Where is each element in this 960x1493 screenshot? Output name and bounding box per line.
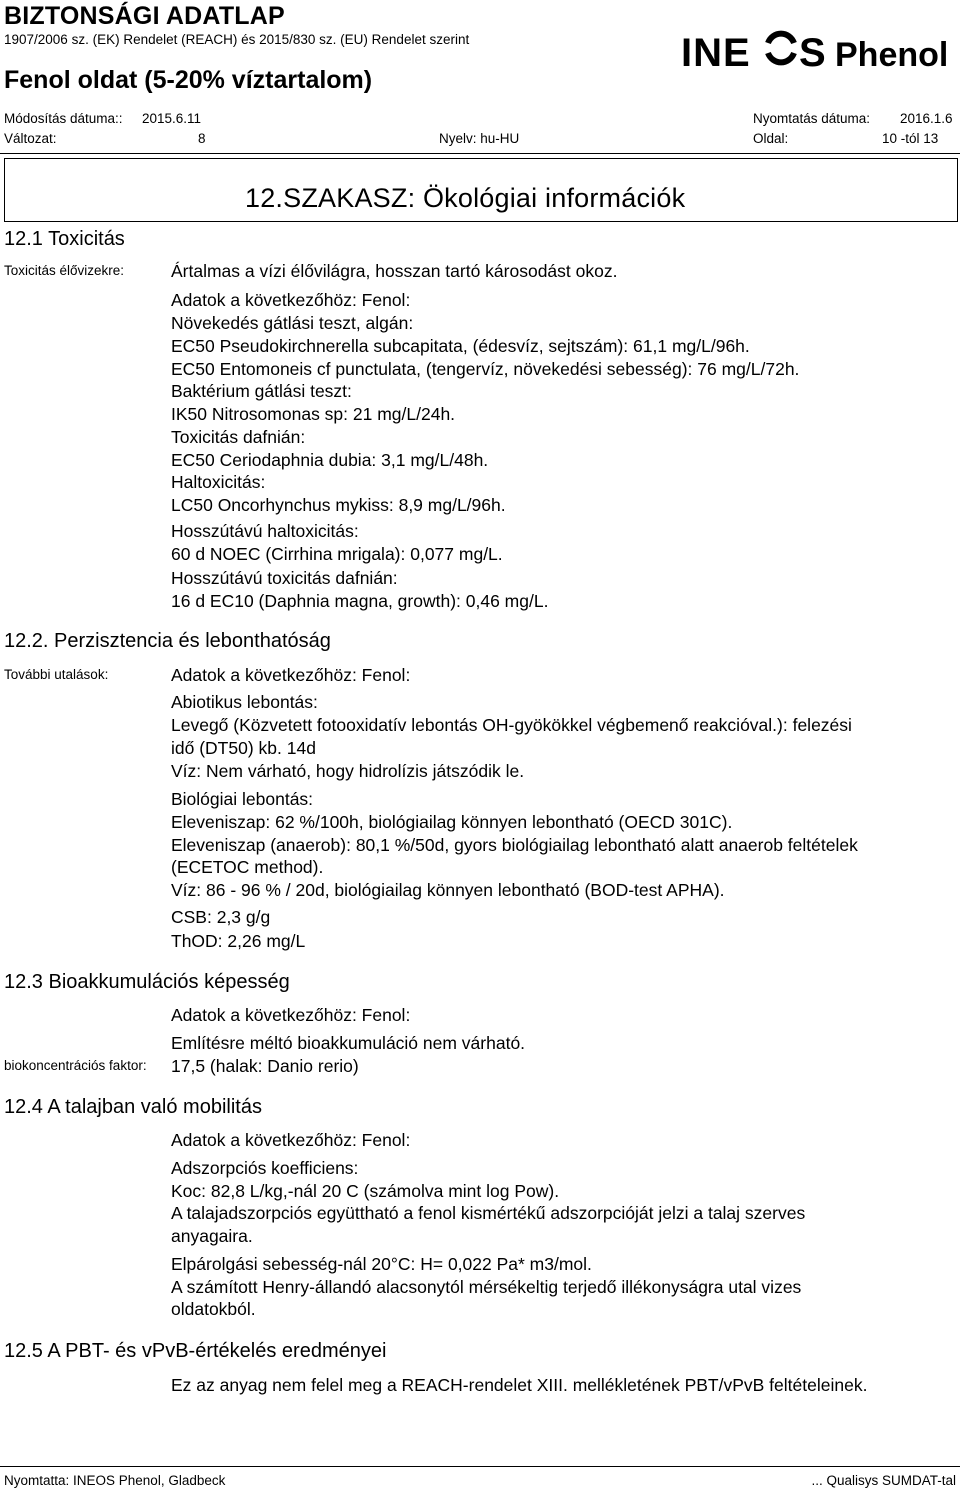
text-line: Levegő (Közvetett fotooxidatív lebontás OH-gyökökkel végbemenő reakcióval.): felezési — [171, 715, 852, 735]
text-line: Víz: Nem várható, hogy hidrolízis játszódik le. — [171, 761, 525, 781]
text-line: anyagaira. — [171, 1226, 253, 1246]
text-line: ThOD: 2,26 mg/L — [171, 931, 306, 951]
further-info-label: További utalások: — [4, 667, 109, 682]
modified-label: Módosítás dátuma:: — [4, 111, 123, 126]
aquatic-toxicity-label: Toxicitás élővizekre: — [4, 263, 125, 278]
svg-text:INE: INE — [681, 31, 751, 74]
text-line: Hosszútávú toxicitás dafnián: — [171, 568, 398, 588]
bcf-label: biokoncentrációs faktor: — [4, 1058, 147, 1073]
footer-divider — [0, 1466, 960, 1467]
text-line: oldatokból. — [171, 1299, 256, 1319]
ineos-phenol-logo — [681, 26, 956, 74]
text-line: Adatok a következőhöz: Fenol: — [171, 290, 411, 310]
page-value: 10 -tól 13 — [882, 131, 939, 146]
document-title: BIZTONSÁGI ADATLAP — [4, 2, 285, 30]
text-line: 16 d EC10 (Daphnia magna, growth): 0,46 mg/L. — [171, 591, 549, 611]
text-line: Eleveniszap (anaerob): 80,1 %/50d, gyors biológiailag lebontható alatt anaerob feltételek — [171, 835, 858, 855]
text-line: Adszorpciós koefficiens: — [171, 1158, 359, 1178]
text-line: (ECETOC method). — [171, 857, 324, 877]
text-line: Abiotikus lebontás: — [171, 692, 318, 712]
text-line: EC50 Pseudokirchnerella subcapitata, (édesvíz, sejtszám): 61,1 mg/L/96h. — [171, 336, 750, 356]
subsection-12-4-title: 12.4 A talajban való mobilitás — [4, 1096, 262, 1118]
text-line: idő (DT50) kb. 14d — [171, 738, 316, 758]
page-label: Oldal: — [753, 131, 789, 146]
text-line: Növekedés gátlási teszt, algán: — [171, 313, 414, 333]
version-label: Változat: — [4, 131, 57, 146]
version-value: 8 — [198, 131, 206, 146]
text-line: Eleveniszap: 62 %/100h, biológiailag könnyen lebontható (OECD 301C). — [171, 812, 733, 832]
text-line: EC50 Ceriodaphnia dubia: 3,1 mg/L/48h. — [171, 450, 489, 470]
text-line: CSB: 2,3 g/g — [171, 907, 271, 927]
language-text: Nyelv: hu-HU — [439, 131, 520, 146]
product-name: Fenol oldat (5-20% víztartalom) — [4, 66, 373, 94]
text-line: Adatok a következőhöz: Fenol: — [171, 665, 411, 685]
svg-text:S: S — [799, 31, 826, 74]
text-line: Említésre méltó bioakkumuláció nem várható. — [171, 1033, 526, 1053]
printed-value: 2016.1.6 — [900, 111, 953, 126]
text-line: Baktérium gátlási teszt: — [171, 381, 352, 401]
subsection-12-2-title: 12.2. Perzisztencia és lebonthatóság — [4, 630, 331, 652]
text-line: Biológiai lebontás: — [171, 789, 314, 809]
printed-label: Nyomtatás dátuma: — [753, 111, 871, 126]
text-line: Toxicitás dafnián: — [171, 427, 306, 447]
text-line: Adatok a következőhöz: Fenol: — [171, 1130, 411, 1150]
text-line: Koc: 82,8 L/kg,-nál 20 C (számolva mint log Pow). — [171, 1181, 560, 1201]
bcf-value: 17,5 (halak: Danio rerio) — [171, 1056, 359, 1076]
section-title: 12.SZAKASZ: Ökológiai információk — [245, 183, 686, 213]
text-line: Hosszútávú haltoxicitás: — [171, 521, 359, 541]
text-line: Ártalmas a vízi élővilágra, hosszan tartó károsodást okoz. — [171, 261, 618, 281]
text-line: Adatok a következőhöz: Fenol: — [171, 1005, 411, 1025]
text-line: EC50 Entomoneis cf punctulata, (tengervíz, növekedési sebesség): 76 mg/L/72h. — [171, 359, 800, 379]
footer-generator: ... Qualisys SUMDAT-tal — [811, 1473, 956, 1488]
text-line: IK50 Nitrosomonas sp: 21 mg/L/24h. — [171, 404, 456, 424]
text-line: LC50 Oncorhynchus mykiss: 8,9 mg/L/96h. — [171, 495, 506, 515]
text-line: 60 d NOEC (Cirrhina mrigala): 0,077 mg/L. — [171, 544, 503, 564]
modified-value: 2015.6.11 — [142, 111, 202, 126]
text-line: A számított Henry-állandó alacsonytól mérsékeltig terjedő illékonyságra utal vizes — [171, 1277, 802, 1297]
svg-text:Phenol: Phenol — [835, 36, 949, 74]
text-line: Haltoxicitás: — [171, 472, 266, 492]
subsection-12-3-title: 12.3 Bioakkumulációs képesség — [4, 971, 290, 993]
footer-printed-by: Nyomtatta: INEOS Phenol, Gladbeck — [4, 1473, 226, 1488]
text-line: Víz: 86 - 96 % / 20d, biológiailag könnyen lebontható (BOD-test APHA). — [171, 880, 725, 900]
header-divider — [0, 153, 960, 154]
text-line: Elpárolgási sebesség-nál 20°C: H= 0,022 Pa* m3/mol. — [171, 1254, 592, 1274]
subsection-12-1-title: 12.1 Toxicitás — [4, 228, 125, 250]
regulation-text: 1907/2006 sz. (EK) Rendelet (REACH) és 2015/830 sz. (EU) Rendelet szerint — [4, 32, 470, 47]
text-line: A talajadszorpciós együttható a fenol kismértékű adszorpcióját jelzi a talaj szerves — [171, 1203, 806, 1223]
subsection-12-5-title: 12.5 A PBT- és vPvB-értékelés eredményei — [4, 1340, 387, 1362]
pbt-result-text: Ez az anyag nem felel meg a REACH-rendelet XIII. mellékletének PBT/vPvB feltételeinek. — [171, 1375, 868, 1395]
